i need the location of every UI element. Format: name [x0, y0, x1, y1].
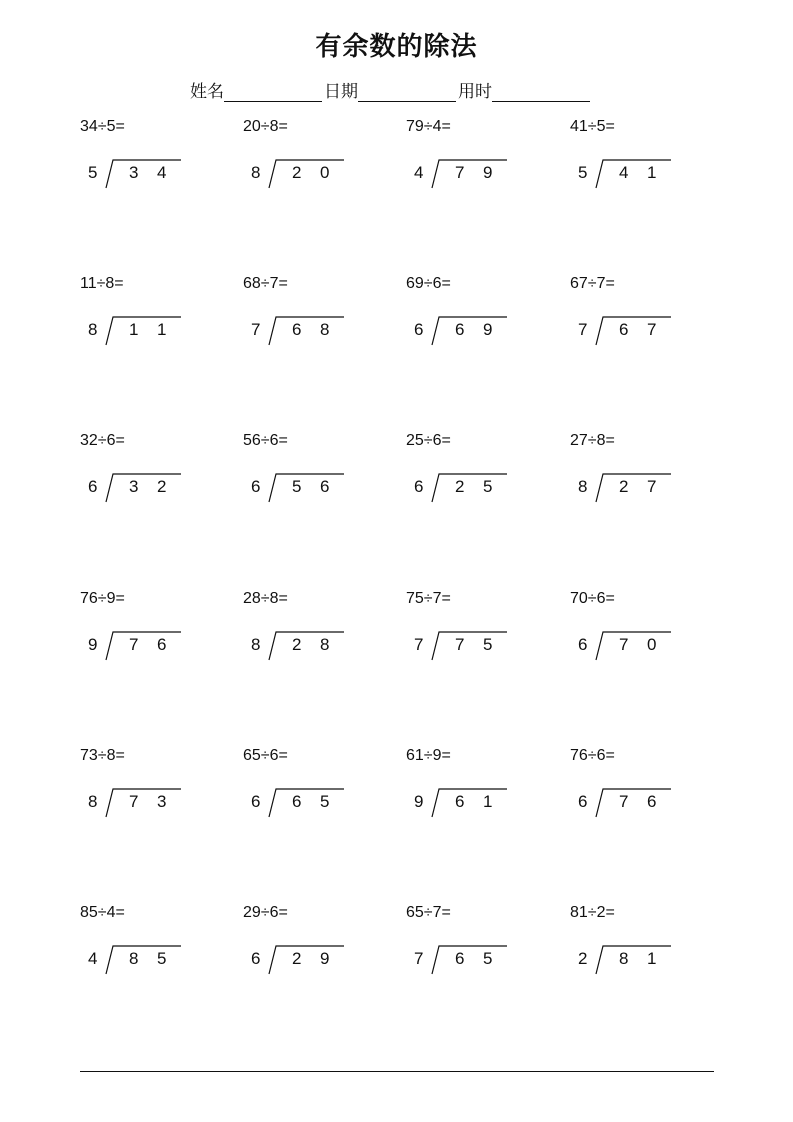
dividend-tens: 7: [129, 792, 139, 811]
dividend-ones: 5: [157, 949, 167, 968]
divisor: 4: [414, 163, 424, 182]
equation-text: 56÷6=: [243, 432, 288, 449]
division-problem: [80, 432, 240, 552]
student-info-row: [190, 77, 592, 102]
division-bracket-icon: [104, 787, 182, 819]
long-division: [578, 787, 678, 817]
equation-text: 20÷8=: [243, 118, 288, 135]
divisor: 8: [88, 792, 98, 811]
date-blank[interactable]: [358, 81, 456, 102]
long-division: [251, 315, 351, 345]
division-problem: [243, 275, 403, 395]
divisor: 8: [578, 477, 588, 496]
long-division: [414, 315, 514, 345]
dividend-tens: 4: [619, 163, 629, 182]
dividend-tens: 8: [619, 949, 629, 968]
divisor: 6: [414, 320, 424, 339]
divisor: 7: [578, 320, 588, 339]
dividend-tens: 8: [129, 949, 139, 968]
dividend-ones: 6: [320, 477, 330, 496]
division-bracket-icon: [594, 472, 672, 504]
division-problem: [243, 432, 403, 552]
dividend-tens: 2: [292, 949, 302, 968]
divisor: 5: [88, 163, 98, 182]
divisor: 4: [88, 949, 98, 968]
division-bracket-icon: [430, 787, 508, 819]
division-problem: [80, 747, 240, 867]
long-division: [88, 630, 188, 660]
divisor: 7: [251, 320, 261, 339]
dividend-tens: 2: [292, 635, 302, 654]
divisor: 8: [88, 320, 98, 339]
divisor: 5: [578, 163, 588, 182]
long-division: [414, 787, 514, 817]
time-blank[interactable]: [492, 81, 590, 102]
division-bracket-icon: [430, 472, 508, 504]
division-bracket-icon: [267, 944, 345, 976]
dividend-ones: 3: [157, 792, 167, 811]
division-bracket-icon: [594, 158, 672, 190]
dividend-tens: 7: [619, 635, 629, 654]
long-division: [88, 158, 188, 188]
dividend-tens: 7: [455, 635, 465, 654]
division-bracket-icon: [430, 944, 508, 976]
name-blank[interactable]: [224, 81, 322, 102]
dividend-ones: 8: [320, 320, 330, 339]
equation-text: 65÷6=: [243, 747, 288, 764]
equation-text: 79÷4=: [406, 118, 451, 135]
dividend-ones: 9: [320, 949, 330, 968]
division-problem: [243, 904, 403, 1024]
dividend-ones: 1: [647, 949, 657, 968]
divisor: 6: [414, 477, 424, 496]
dividend-ones: 5: [483, 477, 493, 496]
dividend-tens: 7: [455, 163, 465, 182]
long-division: [414, 158, 514, 188]
long-division: [251, 944, 351, 974]
long-division: [88, 944, 188, 974]
division-bracket-icon: [267, 472, 345, 504]
dividend-tens: 7: [619, 792, 629, 811]
division-problem: [243, 590, 403, 710]
equation-text: 65÷7=: [406, 904, 451, 921]
dividend-tens: 5: [292, 477, 302, 496]
dividend-ones: 9: [483, 163, 493, 182]
dividend-tens: 2: [455, 477, 465, 496]
division-bracket-icon: [267, 315, 345, 347]
division-bracket-icon: [594, 787, 672, 819]
page-title: 有余数的除法: [315, 32, 478, 62]
division-bracket-icon: [104, 472, 182, 504]
division-bracket-icon: [594, 944, 672, 976]
equation-text: 70÷6=: [570, 590, 615, 607]
name-label: 姓名: [190, 82, 224, 102]
division-bracket-icon: [594, 315, 672, 347]
division-problem: [570, 275, 730, 395]
division-bracket-icon: [104, 158, 182, 190]
dividend-ones: 0: [320, 163, 330, 182]
division-problem: [570, 590, 730, 710]
division-problem: [406, 590, 566, 710]
dividend-ones: 5: [483, 635, 493, 654]
equation-text: 76÷6=: [570, 747, 615, 764]
dividend-tens: 6: [292, 792, 302, 811]
division-problem: [243, 118, 403, 238]
equation-text: 32÷6=: [80, 432, 125, 449]
division-bracket-icon: [430, 630, 508, 662]
dividend-ones: 7: [647, 320, 657, 339]
equation-text: 75÷7=: [406, 590, 451, 607]
dividend-ones: 1: [157, 320, 167, 339]
equation-text: 11÷8=: [80, 275, 124, 292]
dividend-ones: 6: [647, 792, 657, 811]
division-bracket-icon: [104, 630, 182, 662]
long-division: [251, 787, 351, 817]
long-division: [578, 630, 678, 660]
divisor: 9: [414, 792, 424, 811]
division-problem: [570, 747, 730, 867]
divisor: 6: [251, 792, 261, 811]
dividend-ones: 1: [483, 792, 493, 811]
division-problem: [80, 275, 240, 395]
dividend-ones: 5: [320, 792, 330, 811]
dividend-tens: 6: [292, 320, 302, 339]
time-label: 用时: [458, 82, 492, 102]
dividend-ones: 0: [647, 635, 657, 654]
division-bracket-icon: [430, 315, 508, 347]
equation-text: 28÷8=: [243, 590, 288, 607]
long-division: [414, 630, 514, 660]
divisor: 8: [251, 635, 261, 654]
division-problem: [570, 432, 730, 552]
equation-text: 41÷5=: [570, 118, 615, 135]
division-problem: [80, 118, 240, 238]
equation-text: 85÷4=: [80, 904, 125, 921]
equation-text: 25÷6=: [406, 432, 451, 449]
dividend-tens: 6: [455, 949, 465, 968]
division-problem: [570, 904, 730, 1024]
dividend-ones: 5: [483, 949, 493, 968]
dividend-tens: 3: [129, 163, 139, 182]
division-bracket-icon: [104, 315, 182, 347]
dividend-tens: 3: [129, 477, 139, 496]
dividend-tens: 7: [129, 635, 139, 654]
equation-text: 29÷6=: [243, 904, 288, 921]
dividend-ones: 8: [320, 635, 330, 654]
dividend-ones: 6: [157, 635, 167, 654]
divisor: 6: [578, 792, 588, 811]
long-division: [414, 944, 514, 974]
dividend-tens: 6: [455, 320, 465, 339]
divisor: 8: [251, 163, 261, 182]
division-problem: [243, 747, 403, 867]
equation-text: 73÷8=: [80, 747, 125, 764]
division-bracket-icon: [104, 944, 182, 976]
dividend-ones: 1: [647, 163, 657, 182]
footer-divider: [80, 1071, 714, 1072]
dividend-ones: 9: [483, 320, 493, 339]
long-division: [578, 944, 678, 974]
equation-text: 76÷9=: [80, 590, 125, 607]
division-problem: [406, 747, 566, 867]
dividend-ones: 7: [647, 477, 657, 496]
dividend-tens: 2: [292, 163, 302, 182]
divisor: 7: [414, 949, 424, 968]
division-problem: [80, 904, 240, 1024]
division-bracket-icon: [267, 158, 345, 190]
equation-text: 68÷7=: [243, 275, 288, 292]
divisor: 9: [88, 635, 98, 654]
equation-text: 34÷5=: [80, 118, 125, 135]
division-bracket-icon: [430, 158, 508, 190]
long-division: [88, 787, 188, 817]
long-division: [251, 158, 351, 188]
division-problem: [406, 904, 566, 1024]
division-problem: [406, 432, 566, 552]
divisor: 6: [251, 477, 261, 496]
divisor: 7: [414, 635, 424, 654]
division-problem: [406, 275, 566, 395]
divisor: 2: [578, 949, 588, 968]
division-problem: [406, 118, 566, 238]
long-division: [251, 472, 351, 502]
dividend-ones: 2: [157, 477, 167, 496]
long-division: [578, 472, 678, 502]
long-division: [251, 630, 351, 660]
dividend-ones: 4: [157, 163, 167, 182]
long-division: [414, 472, 514, 502]
dividend-tens: 6: [619, 320, 629, 339]
divisor: 6: [251, 949, 261, 968]
date-label: 日期: [324, 82, 358, 102]
long-division: [88, 472, 188, 502]
long-division: [578, 158, 678, 188]
long-division: [88, 315, 188, 345]
division-problem: [80, 590, 240, 710]
division-problem: [570, 118, 730, 238]
equation-text: 69÷6=: [406, 275, 451, 292]
dividend-tens: 6: [455, 792, 465, 811]
dividend-tens: 1: [129, 320, 139, 339]
equation-text: 61÷9=: [406, 747, 451, 764]
divisor: 6: [88, 477, 98, 496]
equation-text: 81÷2=: [570, 904, 615, 921]
dividend-tens: 2: [619, 477, 629, 496]
divisor: 6: [578, 635, 588, 654]
equation-text: 67÷7=: [570, 275, 615, 292]
division-bracket-icon: [594, 630, 672, 662]
equation-text: 27÷8=: [570, 432, 615, 449]
long-division: [578, 315, 678, 345]
division-bracket-icon: [267, 630, 345, 662]
division-bracket-icon: [267, 787, 345, 819]
